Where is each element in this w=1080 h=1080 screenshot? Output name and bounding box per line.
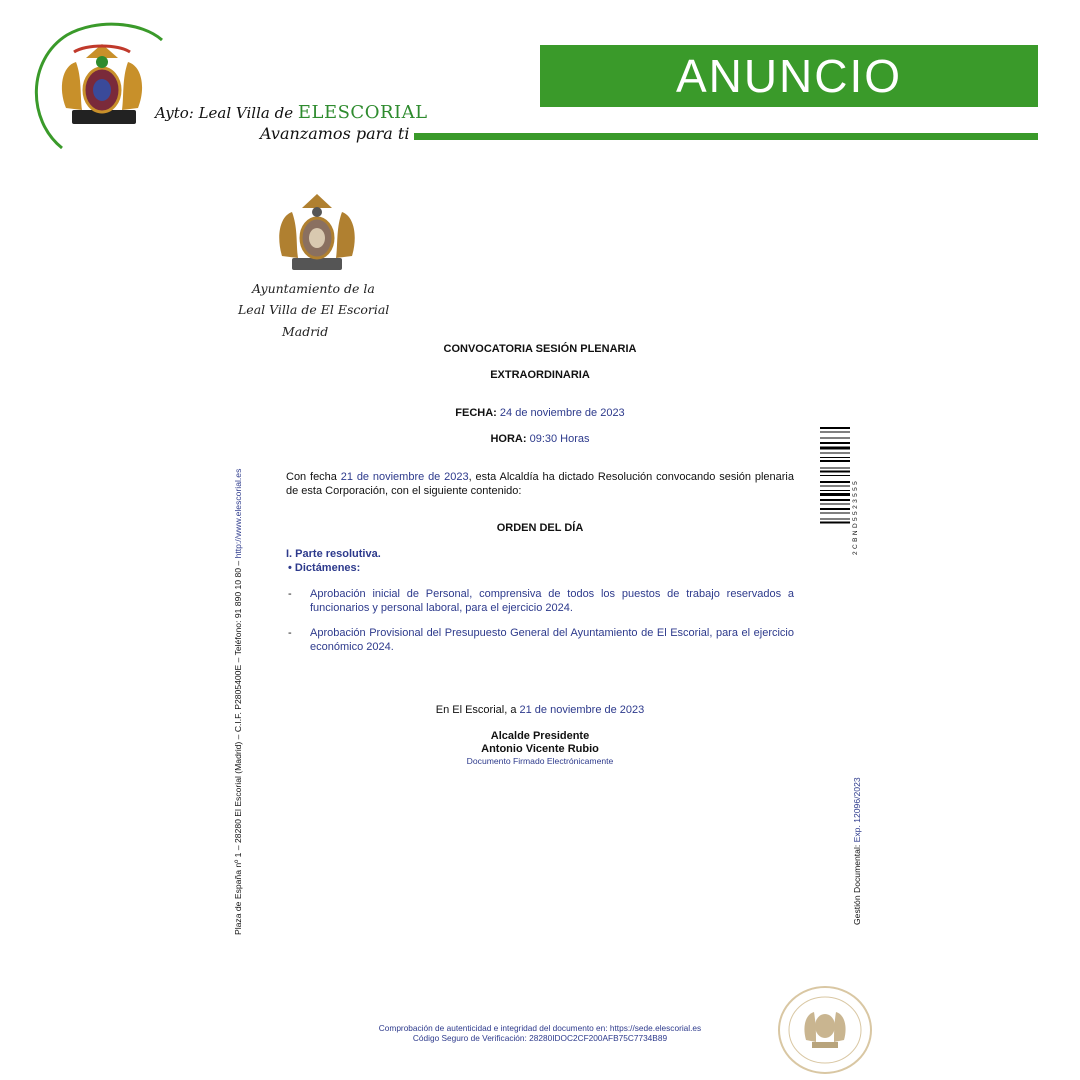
agenda-item [288,588,794,615]
fecha-value: 24 de noviembre de 2023 [496,407,625,419]
signer-role: Alcalde Presidente [490,730,590,742]
verification-note: Comprobación de autenticidad e integridad del documento en: https://sede.elescorial.es [378,1023,702,1033]
intro-post: , esta Alcaldía ha dictado Resolución convocando sesión plenaria de esta Corporación, con el siguiente contenido: [286,471,794,497]
barcode-text: 2CBND5523555 [852,478,859,555]
document-title: CONVOCATORIA SESIÓN PLENARIA [443,343,637,355]
expediente-number: Exp. 12096/2023 [852,777,862,843]
intro-paragraph [286,471,794,498]
address-sidebar [233,469,243,935]
agenda-item-text: Aprobación inicial de Personal, comprensiva de todos los puestos de trabajo reservados a funcionarios y personal laboral, para el ejercicio 2024. [310,588,794,614]
banner-title: ANUNCIO [540,45,1038,107]
barcode-icon [820,427,856,555]
place-pre: En El Escorial, a [435,704,520,716]
crest-caption-line3: Madrid [282,324,329,339]
verification-code: Código Seguro de Verificación: 28280IDOC2CF200AFB75C7734B89 [412,1033,668,1043]
place-date: 21 de noviembre de 2023 [519,704,645,716]
place-date-line [286,704,794,718]
crest-caption-line2: Leal Villa de El Escorial [238,302,390,317]
hora-label: HORA: [490,433,527,445]
header-brand [155,102,428,123]
gestion-label: Gestión Documental: [852,842,862,925]
hora-value: 09:30 Horas [526,433,590,445]
intro-pre: Con fecha [286,471,341,483]
agenda-item-text: Aprobación Provisional del Presupuesto General del Ayuntamiento de El Escorial, para el ejercicio económico 2024. [310,627,794,653]
document-subtitle: EXTRAORDINARIA [490,369,590,381]
fecha-line [286,407,794,421]
agenda-item [288,627,794,654]
item-dash: - [288,588,292,600]
crest-caption-line1: Ayuntamiento de la [252,281,375,296]
header-slogan: Avanzamos para ti [260,124,410,143]
signer-name: Antonio Vicente Rubio [481,743,599,755]
brand-name: ELESCORIAL [297,102,428,123]
intro-date: 21 de noviembre de 2023 [340,471,469,483]
gestion-sidebar [852,777,862,925]
section-heading: I. Parte resolutiva. [286,548,381,560]
document-crest-icon [272,190,362,276]
fecha-label: FECHA: [455,407,497,419]
subsection-heading: • Dictámenes: [288,562,361,574]
brand-prefix: Ayto: Leal Villa de [155,104,298,122]
address-text: Plaza de España nº 1 – 28280 El Escorial (Madrid) – C.I.F. P2805400E – Teléfono: 91 890 10 80 – [233,558,243,935]
orden-del-dia-heading: ORDEN DEL DÍA [496,522,584,534]
item-dash: - [288,627,292,639]
website-link[interactable]: http://www.elescorial.es [233,468,243,559]
coat-of-arms-icon [52,38,152,130]
signed-note: Documento Firmado Electrónicamente [466,756,614,766]
header-divider [414,133,1038,140]
official-seal-icon [776,984,874,1076]
hora-line [286,433,794,447]
